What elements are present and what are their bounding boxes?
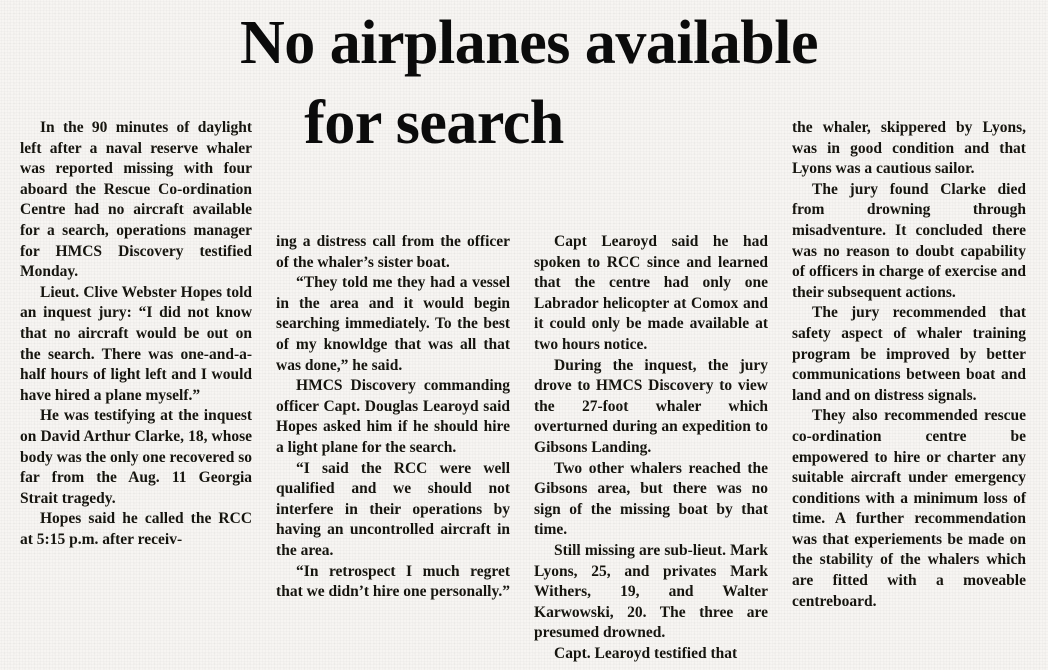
- paragraph: Capt Learoyd said he had spoken to RCC since and learned that the centre had only one Labrador helicopter at Comox and it could only be made available at two hours notice.: [534, 233, 768, 353]
- paragraph: Two other whalers reached the Gibsons area, but there was no sign of the missing boat by that time.: [534, 459, 768, 539]
- paragraph: The jury recommended that safety aspect of whaler training program be improved by better communications between boat and land and on distress signals.: [792, 304, 1026, 404]
- paragraph: During the inquest, the jury drove to HMCS Discovery to view the 27-foot whaler which overturned during an expedition to Gibsons Landing.: [534, 356, 768, 456]
- paragraph: Lieut. Clive Webster Hopes told an inquest jury: “I did not know that no aircraft would be out on the search. There was one-and-a-half hours of light left and I would have hired a plane myself.”: [20, 283, 253, 404]
- article-column-3: [524, 118, 782, 664]
- article-columns: [8, 118, 1040, 664]
- headline-line-2: for search: [304, 89, 564, 157]
- paragraph: HMCS Discovery commanding officer Capt. Douglas Learoyd said Hopes asked him if he should hire a light plane for the search.: [276, 377, 511, 456]
- article-column-2: [266, 118, 524, 664]
- article-column-1: [8, 118, 266, 664]
- paragraph: “I said the RCC were well qualified and we should not interfere in their operations by having an uncontrolled aircraft in the area.: [276, 459, 511, 559]
- article-column-4: [782, 118, 1040, 664]
- paragraph: They also recommended rescue co-ordination centre be empowered to hire or charter any suitable aircraft under emergency conditions with a minimum loss of time. A further recommendation was that experiements be made on the stability of the whalers which are fitted with a moveable centreboard.: [792, 407, 1026, 610]
- paragraph: “In retrospect I much regret that we didn’t hire one personally.”: [276, 562, 511, 601]
- paragraph: the whaler, skippered by Lyons, was in good condition and that Lyons was a cautious sailor.: [792, 119, 1026, 178]
- paragraph: Still missing are sub-lieut. Mark Lyons, 25, and privates Mark Withers, 19, and Walter Karwowski, 20. The three are presumed drowned.: [534, 541, 768, 642]
- paragraph: Capt. Learoyd testified that: [554, 644, 738, 662]
- paragraph: Hopes said he called the RCC at 5:15 p.m. after receiv-: [20, 510, 253, 548]
- paragraph: He was testifying at the inquest on David Arthur Clarke, 18, whose body was the only one recovered so far from the Aug. 11 Georgia Strait tragedy.: [20, 407, 253, 507]
- headline-line-1: No airplanes available: [239, 9, 819, 77]
- paragraph: The jury found Clarke died from drowning through misadventure. It concluded there was no reason to doubt capability of officers in charge of exercise and their subsequent actions.: [792, 180, 1026, 301]
- paragraph: In the 90 minutes of daylight left after a naval reserve whaler was reported missing with four aboard the Rescue Co-ordination Centre had no aircraft available for a search, operations manager for HMCS Discovery testified Monday.: [20, 119, 253, 281]
- paragraph: “They told me they had a vessel in the area and it would begin searching immediately. To the best of my knowldge that was all that was done,” he said.: [276, 274, 511, 374]
- paragraph: ing a distress call from the officer of the whaler’s sister boat.: [276, 233, 511, 271]
